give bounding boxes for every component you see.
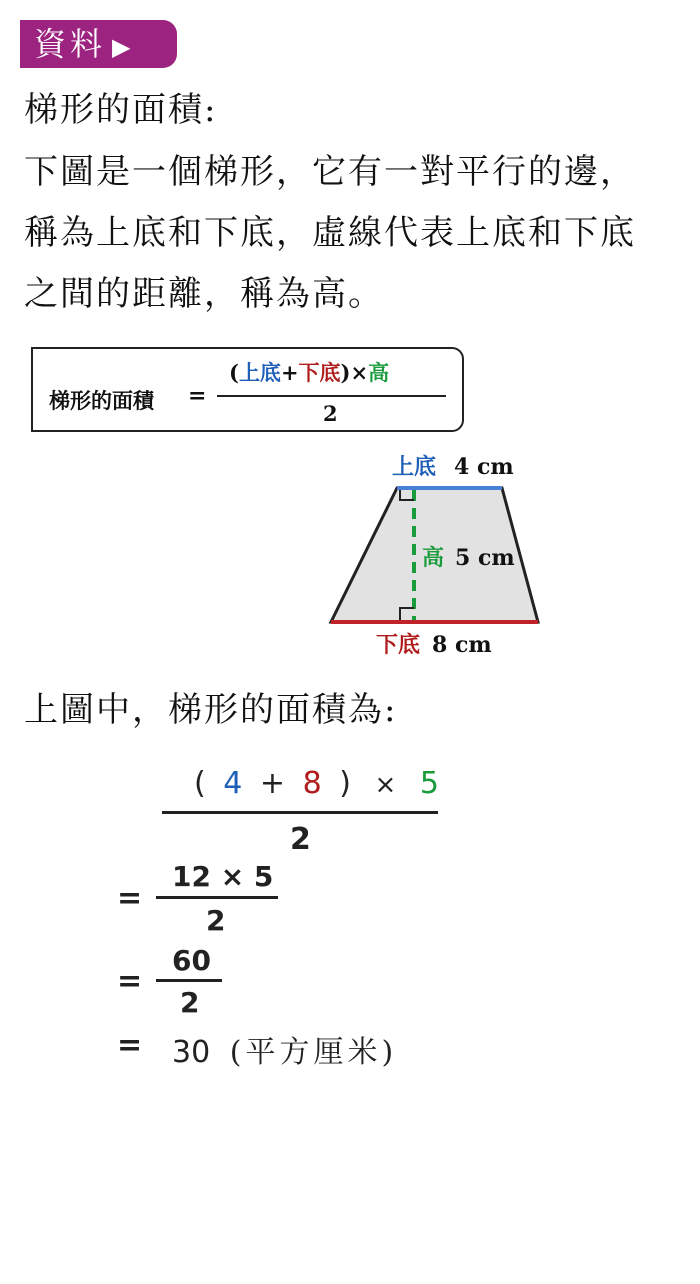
- calc-open-paren: (: [194, 766, 206, 801]
- section-tag-label: 資料: [34, 25, 107, 63]
- calc-step1-numerator: [194, 766, 439, 801]
- trapezoid-diagram: [0, 440, 700, 670]
- title-text: 梯形的面積:: [24, 90, 218, 130]
- calc-step2-denominator: 2: [206, 904, 226, 937]
- calc-top-value: 4: [223, 766, 243, 801]
- calc-step3-fraction-bar: [156, 979, 222, 982]
- formula-close-paren: ): [340, 360, 351, 385]
- formula-open-paren: (: [229, 360, 239, 385]
- top-base-value: 4 cm: [454, 454, 514, 480]
- bottom-base-value: 8 cm: [432, 632, 492, 658]
- formula-height: 高: [368, 360, 390, 385]
- calc-result: [172, 1027, 397, 1071]
- formula-equals: =: [188, 383, 207, 409]
- calc-step1-denominator: 2: [290, 822, 311, 857]
- formula-box: [31, 347, 464, 432]
- bottom-base-label: 下底: [376, 632, 421, 658]
- paragraph-line-2: 稱為上底和下底，虛線代表上底和下底: [24, 213, 636, 253]
- formula-label: 梯形的面積: [49, 388, 154, 413]
- calc-step2-fraction-bar: [156, 896, 278, 899]
- height-label: 高: [422, 545, 445, 571]
- result-intro-text: 上圖中，梯形的面積為:: [24, 690, 398, 730]
- calc-result-value: 30: [172, 1035, 211, 1070]
- top-base-label: 上底: [392, 454, 437, 480]
- height-value: 5 cm: [455, 545, 515, 571]
- calc-step2-numerator: 12 × 5: [172, 860, 274, 893]
- formula-times: ×: [350, 360, 369, 385]
- calc-step2-equals: =: [117, 881, 143, 916]
- paragraph-line-3: 之間的距離，稱為高。: [24, 274, 384, 314]
- calc-bottom-value: 8: [302, 766, 322, 801]
- calc-step3-denominator: 2: [180, 986, 200, 1019]
- formula-denominator: 2: [323, 401, 338, 426]
- play-arrow-icon: ▶: [112, 33, 131, 61]
- calc-result-unit: (平方厘米): [229, 1035, 398, 1070]
- formula-plus: +: [280, 360, 299, 385]
- formula-bottom-base: 下底: [298, 360, 341, 385]
- paragraph-line-1: 下圖是一個梯形，它有一對平行的邊，: [24, 152, 636, 192]
- formula-fraction-bar: [217, 395, 446, 397]
- calc-result-equals: =: [117, 1028, 143, 1063]
- calc-step3-numerator: 60: [172, 944, 211, 977]
- calc-step3-equals: =: [117, 964, 143, 999]
- calc-height-value: 5: [419, 766, 439, 801]
- calc-plus: +: [259, 766, 286, 801]
- section-tag: [20, 20, 177, 68]
- calc-step1-fraction-bar: [162, 811, 438, 814]
- calc-close-paren: ): [339, 766, 351, 801]
- formula-top-base: 上底: [238, 360, 281, 385]
- formula-numerator: [229, 357, 389, 387]
- calc-times: ×: [374, 770, 397, 800]
